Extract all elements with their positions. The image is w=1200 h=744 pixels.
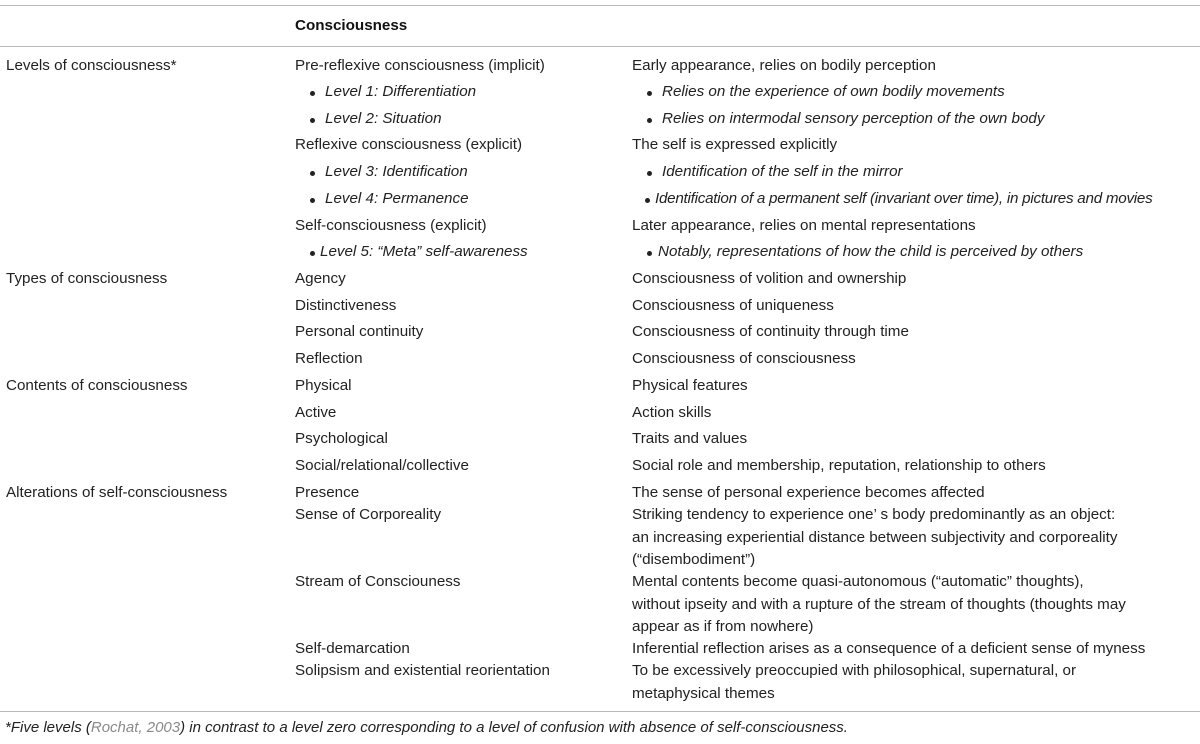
alteration-desc: Striking tendency to experience one’ s body predominantly as an object: an increasing experiential distance between subjectivity and corporeality (“disembodiment”) (632, 506, 1118, 568)
bullet-icon (645, 198, 650, 203)
table-bottom-rule (0, 711, 1200, 712)
content-label: Psychological (295, 430, 388, 447)
category-types: Types of consciousness (6, 270, 168, 287)
table-footnote (5, 718, 848, 738)
bullet-icon (310, 91, 315, 96)
alteration-label: Solipsism and existential reorientation (295, 662, 550, 679)
alteration-label: Self-demarcation (295, 640, 410, 657)
pre-reflexive-label: Pre-reflexive consciousness (implicit) (295, 57, 545, 74)
type-label: Reflection (295, 350, 363, 367)
column-header: Consciousness (295, 17, 408, 34)
level-1-label: Level 1: Differentiation (325, 83, 477, 100)
bullet-icon (310, 198, 315, 203)
content-label: Social/relational/collective (295, 457, 469, 474)
category-alterations: Alterations of self-consciousness (6, 484, 228, 501)
type-label: Agency (295, 270, 346, 287)
bullet-icon (310, 118, 315, 123)
bullet-icon (647, 251, 652, 256)
content-desc: Traits and values (632, 430, 748, 447)
level-3-desc: Identification of the self in the mirror (662, 163, 903, 180)
category-levels: Levels of consciousness* (6, 57, 177, 74)
bullet-icon (647, 118, 652, 123)
level-4-desc: Identification of a permanent self (invariant over time), in pictures and movies (655, 190, 1153, 207)
footnote-citation-link[interactable]: Rochat, 2003 (90, 719, 181, 736)
level-5-label: Level 5: “Meta” self-awareness (320, 243, 528, 260)
content-desc: Physical features (632, 377, 748, 394)
bullet-icon (647, 171, 652, 176)
content-label: Active (295, 404, 337, 421)
type-label: Personal continuity (295, 323, 424, 340)
self-consciousness-label: Self-consciousness (explicit) (295, 217, 487, 234)
type-desc: Consciousness of uniqueness (632, 297, 834, 314)
bullet-icon (310, 171, 315, 176)
alteration-label: Stream of Consciouness (295, 573, 461, 590)
category-contents: Contents of consciousness (6, 377, 188, 394)
level-5-desc: Notably, representations of how the child is perceived by others (658, 243, 1084, 260)
alteration-desc: To be excessively preoccupied with philosophical, supernatural, or metaphysical themes (632, 662, 1077, 702)
table-header-rule (0, 46, 1200, 47)
reflexive-desc: The self is expressed explicitly (632, 136, 838, 153)
footnote-text-start: Five levels ( (10, 719, 91, 736)
bullet-icon (310, 251, 315, 256)
type-desc: Consciousness of consciousness (632, 350, 856, 367)
level-1-desc: Relies on the experience of own bodily movements (662, 83, 1005, 100)
alteration-desc: Mental contents become quasi-autonomous (“automatic” thoughts), without ipseity and with a rupture of the stream of thoughts (thoughts may appear as if from nowhere) (632, 573, 1126, 635)
alteration-desc: The sense of personal experience becomes affected (632, 484, 985, 501)
level-2-label: Level 2: Situation (325, 110, 442, 127)
level-3-label: Level 3: Identification (325, 163, 468, 180)
alteration-label: Sense of Corporeality (295, 506, 442, 523)
reflexive-label: Reflexive consciousness (explicit) (295, 136, 523, 153)
alteration-desc: Inferential reflection arises as a consequence of a deficient sense of myness (632, 640, 1146, 657)
table-top-rule (0, 5, 1200, 6)
type-label: Distinctiveness (295, 297, 397, 314)
type-desc: Consciousness of continuity through time (632, 323, 909, 340)
content-label: Physical (295, 377, 352, 394)
level-2-desc: Relies on intermodal sensory perception of the own body (662, 110, 1045, 127)
pre-reflexive-desc: Early appearance, relies on bodily perception (632, 57, 936, 74)
alteration-label: Presence (295, 484, 360, 501)
type-desc: Consciousness of volition and ownership (632, 270, 907, 287)
content-desc: Social role and membership, reputation, relationship to others (632, 457, 1046, 474)
self-consciousness-desc: Later appearance, relies on mental representations (632, 217, 976, 234)
bullet-icon (647, 91, 652, 96)
footnote-text-end: ) in contrast to a level zero corresponding to a level of confusion with absence of self-consciousness. (180, 719, 848, 736)
footnote-marker: * (5, 719, 11, 736)
level-4-label: Level 4: Permanence (325, 190, 469, 207)
content-desc: Action skills (632, 404, 712, 421)
